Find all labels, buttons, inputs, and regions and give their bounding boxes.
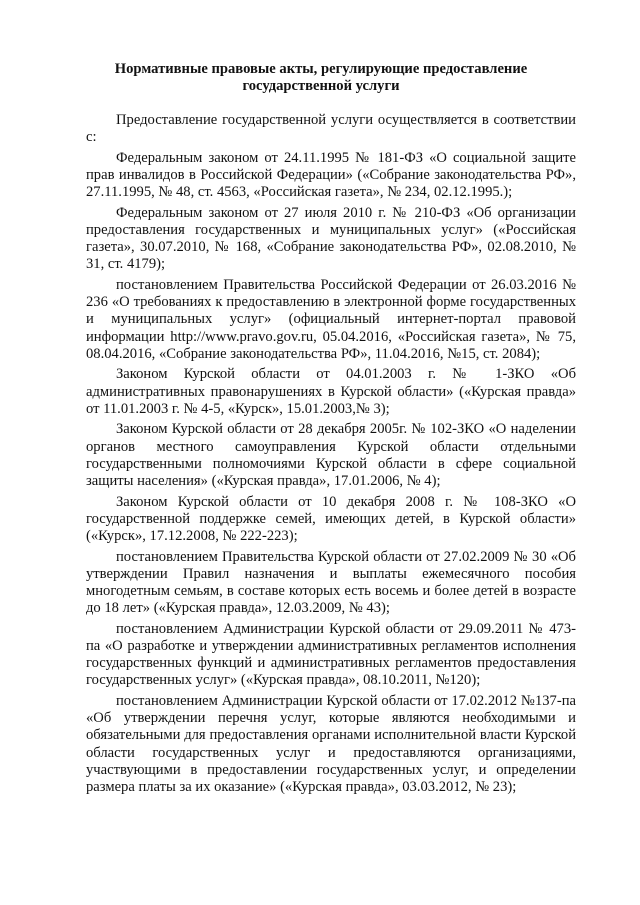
paragraph-kursk-resolution-473: постановлением Администрации Курской области от 29.09.2011 № 473-па «О разработке и утверждении административных регламентов исполнения государственных функций и административных регламентов предоставления государственных услуг» («Курская правда», 08.10.2011, №120); [86,620,576,689]
paragraph-kursk-law-102: Законом Курской области от 28 декабря 2005г. № 102-ЗКО «О наделении органов местного самоуправления Курской области отдельными государственными полномочиями Курской области в сфере социальной защиты населения» («Курская правда», 17.01.2006, № 4); [86,421,576,490]
paragraph-kursk-law-108: Законом Курской области от 10 декабря 2008 г. № 108-ЗКО «О государственной поддержке семей, имеющих детей, в Курской области» («Курск», 17.12.2008, № 222-223); [86,493,576,545]
paragraph-kursk-resolution-137: постановлением Администрации Курской области от 17.02.2012 №137-па «Об утверждении перечня услуг, которые являются необходимыми и обязательными для предоставления органами исполнительной власти Курской области государственных услуг и предоставляются организациями, участвующими в предоставлении государственных услуг, и определении размера платы за их оказание» («Курская правда», 03.03.2012, № 23); [86,693,576,796]
paragraph-federal-law-210: Федеральным законом от 27 июля 2010 г. № 210-ФЗ «Об организации предоставления государственных и муниципальных услуг» («Российская газета», 30.07.2010, № 168, «Собрание законодательства РФ», 02.08.2010, № 31, ст. 4179); [86,204,576,273]
document-title: Нормативные правовые акты, регулирующие предоставление государственной услуги [114,61,528,94]
paragraph-federal-law-181: Федеральным законом от 24.11.1995 № 181-ФЗ «О социальной защите прав инвалидов в Российской Федерации» («Собрание законодательства РФ», 27.11.1995, № 48, ст. 4563, «Российская газета», № 234, 02.12.1995.); [86,149,576,201]
paragraph-kursk-law-1: Законом Курской области от 04.01.2003 г. № 1-ЗКО «Об административных правонарушениях в Курской области» («Курская правда» от 11.01.2003 г. № 4-5, «Курск», 15.01.2003,№ 3); [86,366,576,417]
paragraph-intro: Предоставление государственной услуги осуществляется в соответствии с: [86,112,576,146]
paragraph-kursk-resolution-30: постановлением Правительства Курской области от 27.02.2009 № 30 «Об утверждении Правил назначения и выплаты ежемесячного пособия многодетным семьям, в составе которых есть восемь и более детей в возрасте до 18 лет» («Курская правда», 12.03.2009, № 43); [86,548,576,617]
paragraph-government-resolution-236: постановлением Правительства Российской Федерации от 26.03.2016 № 236 «О требованиях к предоставлению в электронной форме государственных и муниципальных услуг» (официальный интернет-портал правовой информации http://www.pravo.gov.ru, 05.04.2016, «Российская газета», № 75, 08.04.2016, «Собрание законодательства РФ», 11.04.2016, №15, ст. 2084); [86,277,576,362]
document-body [86,112,576,800]
